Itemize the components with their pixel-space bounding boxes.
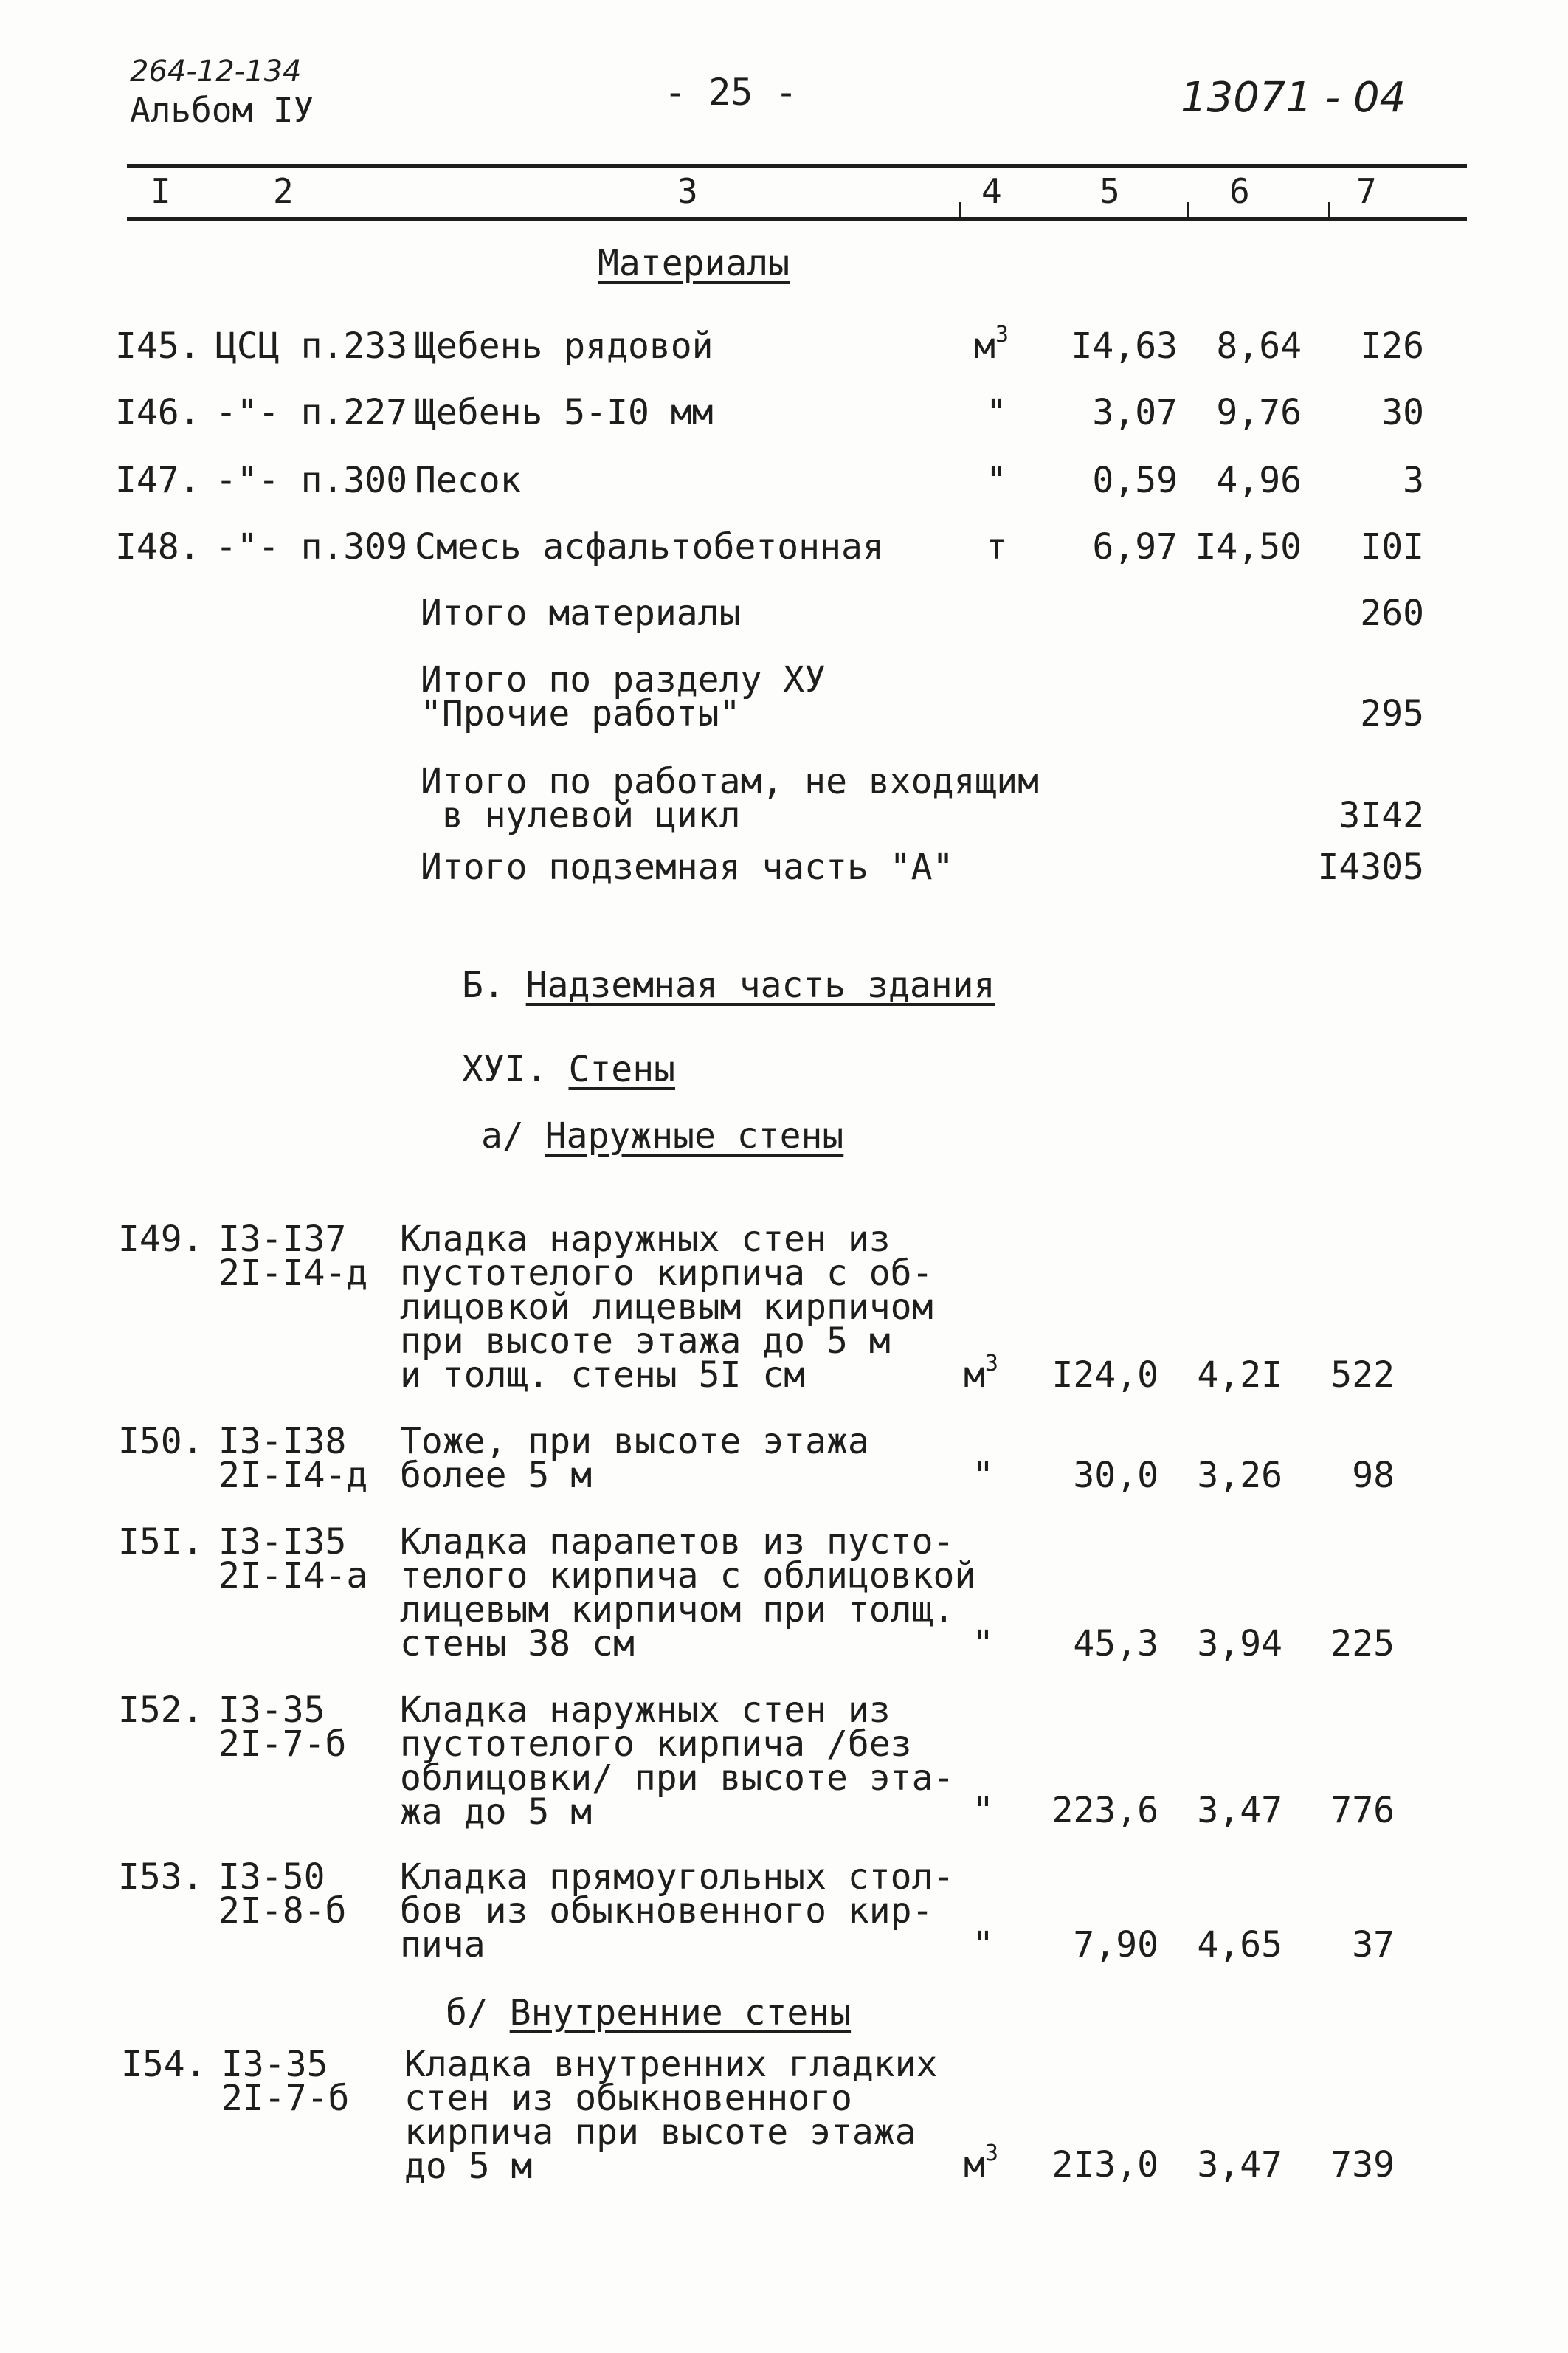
col-num-4: 4	[981, 171, 1002, 211]
unit-price: 4,65	[1197, 1924, 1282, 1966]
unit-price: 3,26	[1197, 1455, 1282, 1496]
document-code: 264-12-134	[130, 55, 302, 89]
row-number: I52.	[118, 1689, 204, 1731]
quantity: 6,97	[1092, 526, 1178, 568]
norm-reference: I3-I37 2I-I4-д	[218, 1219, 368, 1294]
col-num-3: 3	[677, 171, 698, 211]
project-number: 13071 - 04	[1181, 74, 1406, 122]
group-heading-inner-walls: б/ Внутренние стены	[446, 1992, 852, 2033]
unit: "	[973, 1455, 994, 1496]
total-cost: 522	[1330, 1354, 1395, 1396]
quantity: I4,63	[1071, 325, 1178, 367]
row-number: I5I.	[118, 1521, 204, 1563]
total-cost: I0I	[1360, 526, 1424, 568]
col-num-1: I	[151, 171, 171, 211]
album-label: Альбом IУ	[130, 90, 314, 130]
unit-price: 3,94	[1197, 1623, 1282, 1664]
column-divider	[1328, 202, 1330, 217]
total-label: Итого по разделу ХУ "Прочие работы"	[421, 659, 826, 734]
unit: $м^3$	[964, 2140, 998, 2185]
price-reference: ЦСЦ п.233	[215, 325, 408, 367]
col-num-7: 7	[1356, 171, 1377, 211]
column-divider	[959, 202, 961, 217]
work-description: Кладка парапетов из пусто- телого кирпича с облицовкой лицевым кирпичом при толщ. стены 38 см	[400, 1521, 976, 1664]
material-name: Смесь асфальтобетонная	[415, 526, 884, 568]
quantity: 0,59	[1092, 460, 1178, 501]
quantity: I24,0	[1051, 1354, 1158, 1396]
unit: "	[973, 1790, 994, 1831]
work-description: Тоже, при высоте этажа более 5 м	[400, 1421, 869, 1496]
unit: "	[973, 1623, 994, 1664]
group-heading-outer-walls: а/ Наружные стены	[481, 1115, 844, 1157]
quantity: 3,07	[1092, 392, 1178, 433]
price-reference: -"- п.300	[215, 460, 408, 501]
norm-reference: I3-35 2I-7-б	[218, 1689, 347, 1765]
materials-heading: Материалы	[598, 243, 790, 284]
norm-reference: I3-35 2I-7-б	[221, 2044, 350, 2119]
material-name: Щебень 5-I0 мм	[415, 392, 714, 433]
page-number: - 25 -	[664, 71, 798, 114]
material-name: Песок	[415, 460, 522, 501]
total-cost: 3	[1403, 460, 1424, 501]
row-number: I45.	[115, 325, 201, 367]
unit-price: 3,47	[1197, 1790, 1282, 1831]
total-cost: 30	[1381, 392, 1424, 433]
unit: $м^3$	[974, 322, 1009, 367]
unit-price: 4,96	[1216, 460, 1302, 501]
row-number: I46.	[115, 392, 201, 433]
total-label: Итого подземная часть "А"	[421, 847, 954, 888]
unit: "	[986, 392, 1007, 433]
unit: $м^3$	[964, 1351, 998, 1396]
price-reference: -"- п.309	[215, 526, 408, 568]
subsection-heading: ХУI. Стены	[462, 1049, 675, 1090]
row-number: I50.	[118, 1421, 204, 1462]
row-number: I53.	[118, 1856, 204, 1898]
unit-price: 8,64	[1216, 325, 1302, 367]
row-number: I54.	[121, 2044, 207, 2085]
section-heading: Б. Надземная часть здания	[462, 965, 995, 1006]
work-description: Кладка внутренних гладких стен из обыкновенного кирпича при высоте этажа до 5 м	[404, 2044, 938, 2187]
row-number: I47.	[115, 460, 201, 501]
total-label: Итого материалы	[421, 593, 741, 634]
unit: "	[973, 1924, 994, 1966]
total-cost: 776	[1330, 1790, 1395, 1831]
total-cost: 37	[1352, 1924, 1395, 1966]
col-num-5: 5	[1099, 171, 1120, 211]
quantity: 30,0	[1073, 1455, 1158, 1496]
total-value: 3I42	[1339, 795, 1424, 836]
unit-price: 3,47	[1197, 2144, 1282, 2185]
total-cost: 98	[1352, 1455, 1395, 1496]
total-label: Итого по работам, не входящим в нулевой цикл	[421, 761, 1040, 836]
total-value: 260	[1360, 593, 1424, 634]
top-rule	[127, 164, 1467, 168]
total-cost: 739	[1330, 2144, 1395, 2185]
price-reference: -"- п.227	[215, 392, 408, 433]
col-num-6: 6	[1229, 171, 1250, 211]
row-number: I49.	[118, 1219, 204, 1260]
total-value: I4305	[1317, 847, 1424, 888]
norm-reference: I3-I38 2I-I4-д	[218, 1421, 368, 1496]
unit-price: 4,2I	[1197, 1354, 1282, 1396]
work-description: Кладка наружных стен из пустотелого кирпича /без облицовки/ при высоте эта- жа до 5 м	[400, 1689, 955, 1833]
unit-price: I4,50	[1195, 526, 1302, 568]
quantity: 2I3,0	[1051, 2144, 1158, 2185]
work-description: Кладка прямоугольных стол- бов из обыкновенного кир- пича	[400, 1856, 955, 1966]
norm-reference: I3-I35 2I-I4-а	[218, 1521, 368, 1596]
quantity: 7,90	[1073, 1924, 1158, 1966]
header-bottom-rule	[127, 217, 1467, 221]
row-number: I48.	[115, 526, 201, 568]
total-cost: 225	[1330, 1623, 1395, 1664]
quantity: 223,6	[1051, 1790, 1158, 1831]
column-divider	[1187, 202, 1189, 217]
work-description: Кладка наружных стен из пустотелого кирпича с об- лицовкой лицевым кирпичом при высоте этажа до 5 м и толщ. стены 5I см	[400, 1219, 933, 1396]
quantity: 45,3	[1073, 1623, 1158, 1664]
norm-reference: I3-50 2I-8-б	[218, 1856, 347, 1932]
total-value: 295	[1360, 693, 1424, 734]
unit-price: 9,76	[1216, 392, 1302, 433]
material-name: Щебень рядовой	[415, 325, 714, 367]
unit: т	[986, 526, 1007, 568]
total-cost: I26	[1360, 325, 1424, 367]
col-num-2: 2	[273, 171, 294, 211]
unit: "	[986, 460, 1007, 501]
